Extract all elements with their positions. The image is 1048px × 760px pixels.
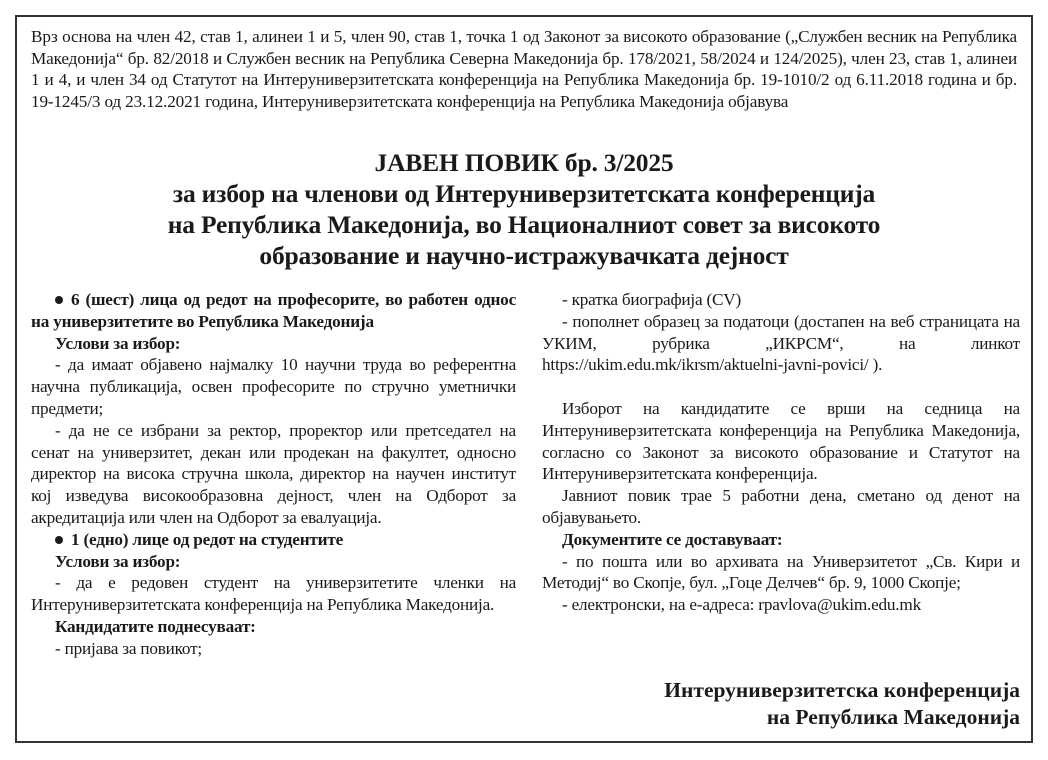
submit-form: - пополнет образец за податоци (достапен на веб страницата на УКИМ, рубрика „ИКРСМ“, на линкот https://ukim.edu.mk/ikrsm/aktuelni-javni-povici/ ). [542,311,1020,375]
documents-by-post: - по пошта или во архивата на Универзитетот „Св. Кири и Методиј“ во Скопје, бул. „Гоце Делчев“ бр. 9, 1000 Скопје; [542,551,1020,593]
category-students-text: 1 (едно) лице од редот на студентите [71,529,344,549]
notice-heading [17,147,1031,271]
submit-title: Кандидатите поднесуваат: [55,616,256,636]
conditions-title-2: Услови за избор: [55,551,181,571]
duration-paragraph: Јавниот повик трае 5 работни дена, сметано од денот на објавувањето. [542,486,1020,527]
bullet-icon [55,296,63,304]
submit-application: - пријава за повикот; [55,638,202,658]
selection-paragraph: Изборот на кандидатите се врши на седница на Интеруниверзитетската конференција на Република Македонија, согласно со Законот за високото образование и Статутот на Интеруниверзитетската конференција. [542,398,1020,484]
right-column [542,289,1020,616]
notice-subtitle-line-1: за избор на членови од Интеруниверзитетската конференција [172,179,876,208]
conditions-title-1: Услови за избор: [55,333,181,353]
legal-preamble: Врз основа на член 42, став 1, алинеи 1 и 5, член 90, став 1, точка 1 од Законот за високото образование („Службен весник на Република Македонија“ бр. 82/2018 и Службен весник на Република Северна Македонија бр. 178/2021, 58/2024 и 124/2025), член 23, став 1, алинеи 1 и 4, и член 34 од Статутот на Интеруниверзитетската конференција на Република Македонија бр. 19-1010/2 од 6.11.2018 година и бр. 19-1245/3 од 23.12.2021 година, Интеруниверзитетската конференција на Република Македонија објавува [31,27,1017,111]
notice-subtitle-line-3: образование и научно-истражувачката дејност [259,241,789,270]
bullet-icon [55,536,63,544]
documents-by-email: - електронски, на е-адреса: rpavlova@ukim.edu.mk [562,595,921,615]
left-column [31,289,516,660]
category-students [31,529,516,551]
signature [542,677,1020,731]
notice-subtitle-line-2: на Република Македонија, во Националниот совет за високото [167,210,881,239]
condition-student: - да е редовен студент на универзитетите членки на Интеруниверзитетската конференција на Република Македонија. [31,573,516,615]
submit-cv: - кратка биографија (CV) [562,290,742,309]
category-professors-text: 6 (шест) лица од редот на професорите, во работен однос на универзитетите во Република Македонија [31,290,516,331]
documents-title: Документите се доставуваат: [562,529,783,549]
condition-positions: - да не се избрани за ректор, проректор или претседател на сенат на универзитет, декан или продекан на факултет, односно директор на висока стручна школа, директор на научен институт кој изведува високообразовна дејност, член на Одборот за акредитација или член на Одборот за евалуација. [31,420,516,527]
notice-title: ЈАВЕН ПОВИК бр. 3/2025 [374,148,674,177]
signature-line-1: Интеруниверзитетска конференција [664,678,1020,702]
category-professors [31,289,516,333]
signature-line-2: на Република Македонија [766,705,1020,729]
condition-papers: - да имаат објавено најмалку 10 научни труда во референтна научна публикација, освен професорите по стручно уметнички предмети; [31,355,516,418]
public-call-notice [15,15,1033,743]
